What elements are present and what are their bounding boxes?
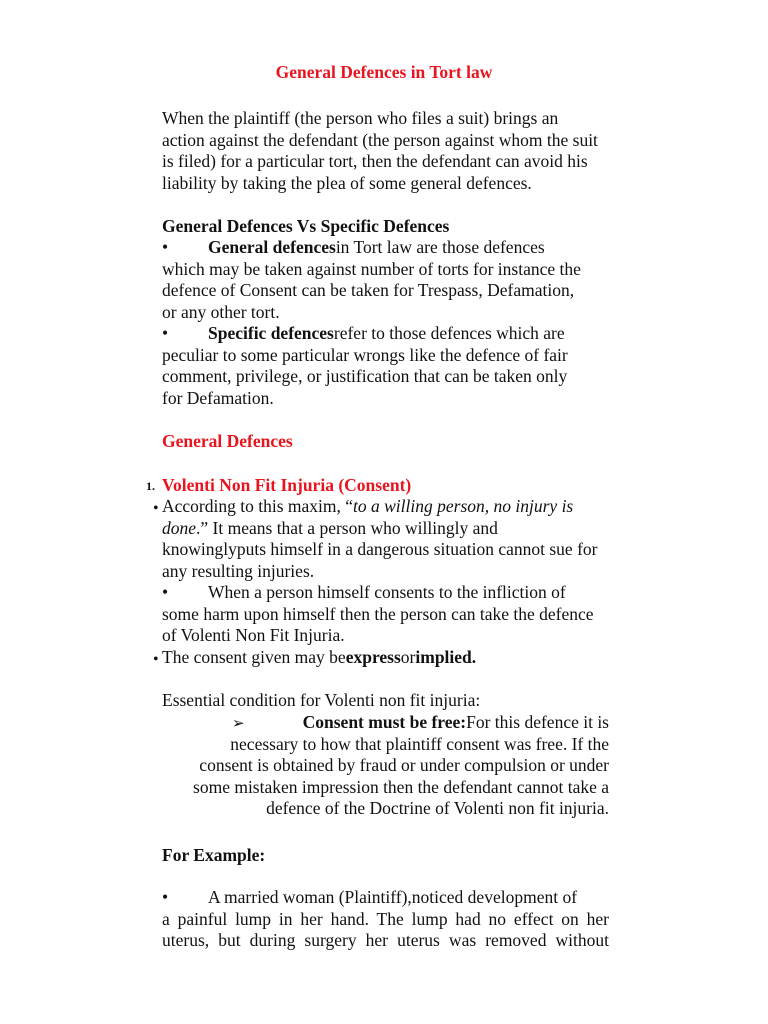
intro-line: When the plaintiff (the person who files a suit) brings an xyxy=(162,108,559,128)
essential-intro: Essential condition for Volenti non fit injuria: xyxy=(162,690,481,710)
bullet-line: knowinglyputs himself in a dangerous situation cannot sue for xyxy=(162,539,598,559)
example-heading: For Example: xyxy=(162,845,266,865)
intro-paragraph xyxy=(162,108,612,194)
bullet-text: in Tort law are those defences xyxy=(335,237,545,257)
volenti-bullet-3 xyxy=(162,647,612,669)
general-defences-term: General defences xyxy=(208,237,336,257)
vs-heading: General Defences Vs Specific Defences xyxy=(162,216,450,236)
bullet-marker: • xyxy=(153,500,159,517)
example-bullet xyxy=(162,887,609,952)
bullet-text: refer to those defences which are xyxy=(333,323,565,343)
document-title: General Defences in Tort law xyxy=(275,62,493,82)
bullet-text: According to this maxim, “ xyxy=(162,496,354,516)
bullet-text: When a person himself consents to the infliction of xyxy=(208,582,566,602)
maxim-text: done xyxy=(162,517,197,538)
condition-line: defence of the Doctrine of Volenti non fit injuria. xyxy=(266,798,609,818)
bullet-line: any resulting injuries. xyxy=(162,560,315,581)
general-defences-bullet xyxy=(162,237,612,323)
condition-line: some mistaken impression then the defendant cannot take a xyxy=(193,776,609,797)
bullet-text: The consent given may be xyxy=(162,647,346,667)
volenti-heading: Volenti Non Fit Injuria (Consent) xyxy=(162,475,412,495)
specific-defences-bullet xyxy=(162,323,612,409)
intro-line: is filed) for a particular tort, then the defendant can avoid his xyxy=(162,151,588,171)
bullet-text: or xyxy=(400,647,416,667)
volenti-bullet-1 xyxy=(162,496,612,582)
express-term: express xyxy=(345,647,401,667)
general-defences-heading: General Defences xyxy=(162,431,293,451)
arrow-bullet-icon: ➢ xyxy=(232,716,245,732)
bullet-text: .” It means that a person who willingly and xyxy=(196,517,498,538)
bullet-line: which may be taken against number of torts for instance the xyxy=(162,258,581,279)
bullet-line: or any other tort. xyxy=(162,301,280,322)
essential-condition xyxy=(165,712,609,820)
bullet-line: comment, privilege, or justification that can be taken only xyxy=(162,366,568,386)
intro-line: liability by taking the plea of some general defences. xyxy=(162,172,532,193)
condition-line: necessary to how that plaintiff consent was free. If the xyxy=(230,733,609,754)
example-text: A married woman (Plaintiff),noticed development of xyxy=(208,887,578,907)
bullet-marker: • xyxy=(162,323,169,343)
maxim-text: to a willing person, no injury is xyxy=(353,496,574,516)
bullet-line: some harm upon himself then the person can take the defence xyxy=(162,603,594,624)
volenti-bullet-2 xyxy=(162,582,612,647)
bullet-line: peculiar to some particular wrongs like the defence of fair xyxy=(162,344,568,365)
example-line: uterus, but during surgery her uterus was removed without xyxy=(162,930,609,950)
condition-text: For this defence it is xyxy=(466,712,609,732)
bullet-line: defence of Consent can be taken for Trespass, Defamation, xyxy=(162,280,575,300)
list-number: 1. xyxy=(146,479,155,493)
implied-term: implied. xyxy=(415,647,477,667)
bullet-line: for Defamation. xyxy=(162,387,274,408)
bullet-marker: • xyxy=(162,582,169,602)
bullet-marker: • xyxy=(162,237,169,257)
consent-free-term: Consent must be free: xyxy=(302,712,467,732)
intro-line: action against the defendant (the person against whom the suit xyxy=(162,129,598,150)
condition-line: consent is obtained by fraud or under compulsion or under xyxy=(199,755,609,775)
bullet-marker: • xyxy=(153,651,159,668)
example-line: a painful lump in her hand. The lump had no effect on her xyxy=(162,908,609,929)
specific-defences-term: Specific defences xyxy=(208,323,334,343)
bullet-marker: • xyxy=(162,887,169,907)
bullet-line: of Volenti Non Fit Injuria. xyxy=(162,625,345,645)
